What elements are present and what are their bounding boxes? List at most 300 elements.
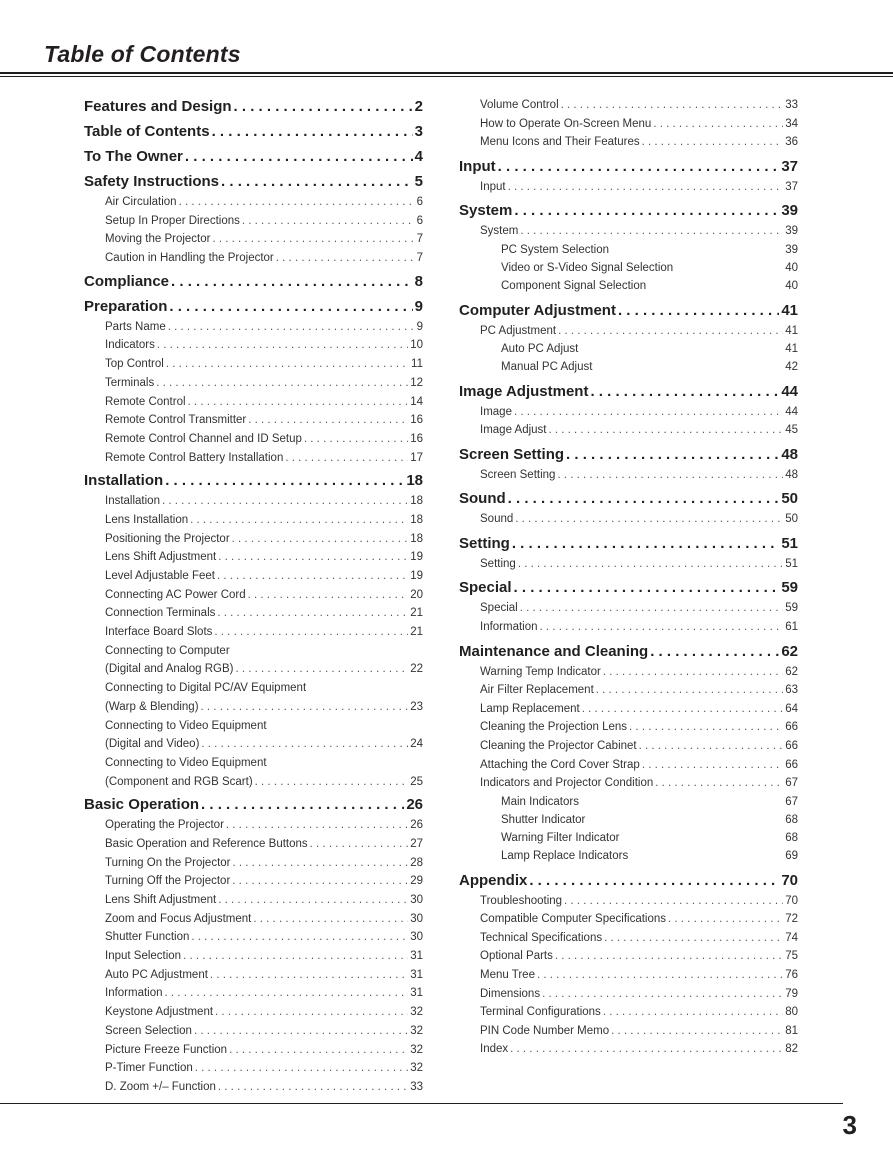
toc-entry-page: 82	[785, 1043, 798, 1056]
toc-entry[interactable]	[459, 811, 798, 829]
toc-entry[interactable]	[84, 835, 423, 854]
toc-entry-title: Technical Specifications	[480, 931, 603, 944]
toc-entry[interactable]	[459, 1003, 798, 1022]
toc-leader-dots	[212, 230, 414, 249]
toc-leader-dots	[210, 966, 408, 985]
toc-entry-title: Compliance	[84, 272, 170, 290]
toc-leader-dots	[218, 891, 408, 910]
toc-entry[interactable]	[459, 700, 798, 719]
toc-entry[interactable]	[84, 947, 423, 966]
toc-entry[interactable]	[459, 277, 798, 295]
toc-entry-page: 7	[416, 252, 423, 265]
toc-entry-title: Basic Operation	[84, 796, 200, 814]
toc-entry-page: 41	[785, 343, 798, 356]
toc-entry-page: 61	[785, 621, 798, 634]
toc-leader-dots	[655, 774, 783, 793]
toc-entry-page: 4	[414, 148, 423, 165]
toc-leader-dots	[650, 641, 779, 663]
toc-leader-dots	[179, 193, 415, 212]
toc-entry[interactable]	[459, 178, 798, 197]
toc-entry-page: 28	[410, 856, 423, 869]
toc-section-entry[interactable]	[84, 794, 423, 816]
toc-section-entry[interactable]	[459, 870, 798, 892]
toc-leader-dots	[514, 403, 783, 422]
toc-entry-title: Index	[480, 1043, 509, 1056]
toc-entry-title: Troubleshooting	[480, 894, 563, 907]
toc-entry[interactable]	[459, 133, 798, 152]
toc-entry-title: Setting	[480, 557, 516, 570]
toc-entry[interactable]	[84, 318, 423, 337]
toc-entry-page: 42	[785, 361, 798, 374]
toc-entry-page: 62	[781, 642, 798, 660]
toc-leader-dots	[642, 133, 784, 152]
toc-entry[interactable]	[84, 984, 423, 1003]
toc-entry[interactable]	[84, 336, 423, 355]
toc-entry[interactable]	[459, 737, 798, 756]
toc-entry[interactable]	[84, 511, 423, 530]
toc-entry[interactable]	[84, 717, 423, 736]
toc-leader-dots	[190, 511, 408, 530]
toc-entry-page: 26	[406, 796, 423, 814]
toc-entry-page: 6	[416, 214, 423, 227]
toc-entry-page: 21	[410, 607, 423, 620]
toc-column-left	[84, 96, 423, 1097]
toc-column-right	[459, 96, 798, 1059]
toc-entry-title: Level Adjustable Feet	[105, 570, 215, 582]
toc-entry[interactable]	[459, 421, 798, 440]
toc-entry-title: Attaching the Cord Cover Strap	[480, 758, 640, 771]
toc-entry-title: (Digital and Video)	[105, 738, 200, 751]
toc-entry-title: Screen Setting	[459, 445, 565, 463]
toc-leader-dots	[558, 322, 783, 341]
toc-entry-page: 32	[410, 1062, 423, 1075]
toc-entry-title: Features and Design	[84, 98, 232, 115]
toc-entry-title: Input Selection	[105, 950, 182, 963]
toc-entry-page: 8	[414, 272, 423, 290]
toc-entry[interactable]	[459, 1040, 798, 1059]
toc-entry-page: 39	[781, 202, 798, 220]
toc-entry[interactable]	[84, 642, 423, 661]
toc-entry-title: System	[480, 225, 519, 238]
toc-entry[interactable]	[459, 793, 798, 811]
toc-section-entry[interactable]	[459, 200, 798, 222]
toc-leader-dots	[611, 1022, 783, 1041]
toc-entry-title: Interface Board Slots	[105, 626, 213, 639]
toc-leader-dots	[188, 393, 409, 412]
toc-leader-dots	[555, 947, 783, 966]
toc-entry-page: 40	[785, 262, 798, 275]
toc-section-entry[interactable]	[459, 533, 798, 555]
toc-entry-page: 48	[785, 468, 798, 481]
toc-entry-page: 44	[785, 405, 798, 418]
toc-entry[interactable]	[84, 754, 423, 773]
toc-leader-dots	[255, 773, 409, 792]
toc-leader-dots	[233, 854, 409, 873]
toc-leader-dots	[217, 604, 408, 623]
toc-entry-title: Volume Control	[480, 99, 559, 111]
toc-leader-dots	[629, 718, 783, 737]
toc-leader-dots	[508, 178, 784, 197]
toc-entry[interactable]	[459, 96, 798, 115]
toc-leader-dots	[542, 985, 783, 1004]
toc-entry-page: 70	[781, 871, 798, 889]
toc-entry[interactable]	[459, 322, 798, 341]
toc-section-entry[interactable]	[459, 641, 798, 663]
toc-entry-title: System	[459, 202, 513, 220]
toc-entry[interactable]	[84, 355, 423, 374]
toc-entry-title: Shutter Indicator	[501, 814, 586, 826]
toc-entry-title: Keystone Adjustment	[105, 1006, 214, 1019]
toc-leader-dots	[540, 618, 784, 637]
toc-leader-dots	[668, 910, 783, 929]
page-number: 3	[842, 1110, 857, 1140]
toc-entry-page: 18	[410, 513, 423, 526]
toc-entry-page: 6	[416, 196, 423, 208]
toc-entry[interactable]	[84, 660, 423, 679]
toc-entry[interactable]	[459, 985, 798, 1004]
toc-entry-page: 70	[785, 894, 798, 907]
toc-entry-title: Information	[105, 987, 163, 1000]
toc-leader-dots	[639, 737, 784, 756]
toc-entry-page: 62	[785, 665, 798, 678]
toc-entry-title: (Component and RGB Scart)	[105, 775, 253, 788]
toc-entry-title: Menu Icons and Their Features	[480, 136, 640, 149]
toc-leader-dots	[512, 533, 779, 555]
toc-entry-title: Auto PC Adjustment	[105, 968, 208, 981]
toc-leader-dots	[248, 411, 408, 430]
toc-entry-page: 32	[410, 1006, 423, 1019]
toc-entry[interactable]	[459, 892, 798, 911]
toc-entry-page: 81	[785, 1024, 798, 1037]
toc-leader-dots	[529, 870, 779, 892]
toc-entry[interactable]	[459, 947, 798, 966]
toc-entry-title: Screen Selection	[105, 1024, 192, 1037]
toc-entry-page: 19	[410, 570, 423, 582]
toc-entry-title: Connecting to Video Equipment	[105, 719, 267, 732]
toc-entry[interactable]	[459, 222, 798, 241]
toc-entry-page: 72	[785, 913, 798, 926]
toc-leader-dots	[234, 96, 413, 118]
toc-entry-page: 48	[781, 445, 798, 463]
toc-entry-page: 36	[785, 136, 798, 149]
toc-section-entry[interactable]	[84, 470, 423, 492]
toc-entry[interactable]	[459, 599, 798, 618]
toc-leader-dots	[185, 146, 413, 168]
toc-leader-dots	[510, 1040, 783, 1059]
toc-entry-page: 63	[785, 684, 798, 697]
toc-leader-dots	[218, 548, 408, 567]
toc-section-entry[interactable]	[459, 300, 798, 322]
toc-entry-title: Table of Contents	[84, 123, 210, 140]
toc-entry[interactable]	[84, 1022, 423, 1041]
toc-leader-dots	[183, 947, 408, 966]
toc-entry[interactable]	[459, 466, 798, 485]
toc-entry-page: 37	[785, 180, 798, 193]
toc-leader-dots	[548, 421, 783, 440]
toc-entry[interactable]	[459, 663, 798, 682]
toc-entry-title: Indicators and Projector Condition	[480, 777, 654, 790]
toc-leader-dots	[561, 96, 784, 115]
toc-entry-page: 19	[410, 551, 423, 564]
toc-entry-title: D. Zoom +/– Function	[105, 1080, 216, 1093]
toc-section-entry[interactable]	[459, 577, 798, 599]
toc-leader-dots	[603, 663, 783, 682]
toc-entry-page: 9	[414, 297, 423, 315]
toc-leader-dots	[169, 296, 412, 318]
toc-entry-page: 37	[781, 157, 798, 175]
toc-entry[interactable]	[459, 403, 798, 422]
toc-entry-page: 39	[785, 243, 798, 256]
toc-entry[interactable]	[84, 586, 423, 605]
toc-leader-dots	[168, 318, 415, 337]
page-title: Table of Contents	[44, 41, 241, 67]
toc-leader-dots	[557, 466, 783, 485]
toc-leader-dots	[229, 1041, 408, 1060]
toc-entry-page: 39	[785, 225, 798, 238]
toc-entry-title: PIN Code Number Memo	[480, 1024, 610, 1037]
toc-entry[interactable]	[459, 1022, 798, 1041]
toc-entry[interactable]	[84, 966, 423, 985]
toc-entry[interactable]	[84, 1059, 423, 1078]
toc-entry-title: Turning On the Projector	[105, 856, 231, 869]
toc-entry-title: Sound	[480, 513, 514, 526]
toc-entry-title: Lamp Replace Indicators	[501, 850, 629, 863]
toc-leader-dots	[156, 374, 408, 393]
toc-entry-title: Input	[459, 157, 496, 175]
toc-entry-title: Lens Installation	[105, 513, 189, 526]
toc-entry-page: 24	[410, 738, 423, 751]
toc-entry-page: 17	[410, 451, 423, 464]
toc-entry-title: Appendix	[459, 871, 528, 889]
toc-entry-title: Lamp Replacement	[480, 702, 580, 715]
toc-entry-page: 7	[416, 233, 423, 246]
toc-entry-page: 32	[410, 1024, 423, 1037]
toc-section-entry[interactable]	[459, 488, 798, 510]
toc-entry-title: Remote Control Transmitter	[105, 414, 247, 427]
toc-entry-title: Compatible Computer Specifications	[480, 913, 667, 926]
toc-entry-page: 9	[416, 320, 423, 333]
toc-entry-title: Air Filter Replacement	[480, 684, 594, 697]
toc-entry-page: 44	[781, 382, 798, 400]
toc-entry[interactable]	[84, 679, 423, 698]
toc-leader-dots	[642, 756, 783, 775]
toc-entry-title: Image	[480, 405, 512, 418]
toc-entry[interactable]	[84, 735, 423, 754]
toc-entry-page: 75	[785, 950, 798, 963]
toc-entry-title: Turning Off the Projector	[105, 875, 231, 888]
toc-entry-title: Setup In Proper Directions	[105, 214, 240, 227]
toc-leader-dots	[520, 222, 783, 241]
toc-leader-dots	[212, 121, 413, 143]
toc-entry[interactable]	[84, 910, 423, 929]
toc-entry-page: 3	[414, 123, 423, 140]
toc-entry[interactable]	[459, 340, 798, 358]
toc-entry[interactable]	[459, 241, 798, 259]
toc-entry[interactable]	[84, 891, 423, 910]
toc-leader-dots	[232, 872, 408, 891]
toc-entry[interactable]	[84, 193, 423, 212]
toc-entry-page: 12	[410, 376, 423, 389]
toc-entry-page: 26	[410, 819, 423, 832]
toc-entry[interactable]	[84, 854, 423, 873]
toc-leader-dots	[276, 249, 415, 268]
toc-section-entry[interactable]	[84, 171, 423, 193]
toc-entry-page: 68	[785, 814, 798, 826]
toc-entry-page: 25	[410, 775, 423, 788]
toc-entry-title: P-Timer Function	[105, 1062, 193, 1075]
toc-entry-page: 74	[785, 931, 798, 944]
toc-section-entry[interactable]	[459, 381, 798, 403]
toc-entry-page: 69	[785, 850, 798, 863]
toc-entry[interactable]	[459, 966, 798, 985]
toc-entry-title: Maintenance and Cleaning	[459, 642, 649, 660]
toc-entry-page: 22	[410, 663, 423, 676]
toc-entry[interactable]	[84, 1078, 423, 1097]
toc-leader-dots	[218, 1078, 408, 1097]
toc-leader-dots	[191, 928, 408, 947]
toc-leader-dots	[194, 1022, 408, 1041]
toc-section-entry[interactable]	[459, 444, 798, 466]
toc-section-entry[interactable]	[84, 121, 423, 143]
toc-entry[interactable]	[459, 929, 798, 948]
toc-entry-title: Safety Instructions	[84, 173, 220, 190]
toc-entry-page: 66	[785, 758, 798, 771]
toc-entry-page: 80	[785, 1006, 798, 1019]
toc-entry[interactable]	[459, 681, 798, 700]
toc-entry-page: 32	[410, 1043, 423, 1056]
toc-entry[interactable]	[84, 530, 423, 549]
toc-entry-title: Setting	[459, 534, 510, 552]
toc-leader-dots	[582, 700, 783, 719]
toc-entry-title: Input	[480, 180, 506, 193]
toc-entry[interactable]	[84, 623, 423, 642]
toc-entry-page: 33	[785, 99, 798, 111]
toc-leader-dots	[590, 381, 779, 403]
toc-entry[interactable]	[84, 430, 423, 449]
toc-entry[interactable]	[459, 847, 798, 865]
toc-entry-title: Auto PC Adjust	[501, 343, 579, 356]
toc-entry-page: 20	[410, 588, 423, 601]
toc-entry-title: Lens Shift Adjustment	[105, 894, 217, 906]
toc-entry-title: PC Adjustment	[480, 324, 557, 337]
toc-entry[interactable]	[459, 618, 798, 637]
toc-leader-dots	[596, 681, 783, 700]
toc-leader-dots	[221, 171, 413, 193]
toc-entry[interactable]	[459, 358, 798, 376]
toc-entry-title: Video or S-Video Signal Selection	[501, 262, 674, 275]
toc-leader-dots	[310, 835, 409, 854]
toc-leader-dots	[514, 577, 780, 599]
toc-entry[interactable]	[84, 411, 423, 430]
toc-entry-title: Positioning the Projector	[105, 532, 230, 545]
toc-leader-dots	[157, 336, 408, 355]
toc-entry[interactable]	[459, 718, 798, 737]
toc-leader-dots	[537, 966, 783, 985]
toc-entry-title: Special	[480, 602, 518, 615]
header-rule	[0, 72, 893, 74]
toc-leader-dots	[165, 470, 404, 492]
toc-leader-dots	[248, 586, 409, 605]
toc-entry-page: 16	[410, 432, 423, 445]
toc-entry[interactable]	[459, 510, 798, 529]
toc-entry-title: (Digital and Analog RGB)	[105, 663, 234, 676]
toc-entry[interactable]	[459, 555, 798, 574]
toc-leader-dots	[162, 492, 408, 511]
toc-entry[interactable]	[84, 816, 423, 835]
toc-entry[interactable]	[84, 492, 423, 511]
toc-entry[interactable]	[459, 259, 798, 277]
toc-entry-title: Lens Shift Adjustment	[105, 551, 217, 564]
toc-entry-title: Zoom and Focus Adjustment	[105, 912, 252, 925]
toc-leader-dots	[603, 1003, 783, 1022]
toc-leader-dots	[566, 444, 779, 466]
toc-section-entry[interactable]	[84, 96, 423, 118]
toc-entry[interactable]	[84, 928, 423, 947]
toc-entry-title: Dimensions	[480, 987, 541, 1000]
toc-entry-page: 18	[406, 472, 423, 490]
toc-entry-title: Connection Terminals	[105, 607, 216, 620]
toc-entry[interactable]	[84, 567, 423, 586]
toc-entry[interactable]	[459, 910, 798, 929]
toc-entry-page: 68	[785, 832, 798, 845]
toc-entry[interactable]	[84, 230, 423, 249]
toc-leader-dots	[214, 623, 408, 642]
toc-entry[interactable]	[84, 249, 423, 268]
toc-leader-dots	[618, 300, 779, 322]
toc-entry[interactable]	[84, 872, 423, 891]
toc-entry[interactable]	[84, 449, 423, 468]
footer-rule	[0, 1103, 843, 1104]
toc-entry-page: 66	[785, 721, 798, 734]
toc-entry-page: 23	[410, 700, 423, 713]
toc-entry[interactable]	[84, 374, 423, 393]
toc-entry-title: How to Operate On-Screen Menu	[480, 117, 652, 130]
toc-entry[interactable]	[459, 115, 798, 134]
toc-entry-title: Sound	[459, 490, 506, 508]
toc-entry-title: Warning Temp Indicator	[480, 665, 601, 678]
toc-entry[interactable]	[84, 548, 423, 567]
toc-entry[interactable]	[84, 1041, 423, 1060]
toc-entry[interactable]	[459, 756, 798, 775]
toc-entry[interactable]	[84, 604, 423, 623]
toc-leader-dots	[171, 271, 413, 293]
toc-entry-page: 64	[785, 702, 798, 715]
toc-section-entry[interactable]	[84, 146, 423, 168]
toc-entry-title: Terminal Configurations	[480, 1006, 601, 1019]
toc-section-entry[interactable]	[84, 296, 423, 318]
toc-entry[interactable]	[459, 829, 798, 847]
toc-entry[interactable]	[459, 774, 798, 793]
toc-leader-dots	[201, 794, 404, 816]
toc-entry[interactable]	[84, 393, 423, 412]
toc-entry-title: Menu Tree	[480, 968, 535, 981]
toc-entry-title: Connecting to Digital PC/AV Equipment	[105, 682, 307, 695]
toc-leader-dots	[653, 115, 783, 134]
toc-entry-page: 27	[410, 837, 423, 850]
toc-entry-page: 30	[410, 931, 423, 944]
toc-entry[interactable]	[84, 773, 423, 792]
toc-entry[interactable]	[84, 212, 423, 231]
toc-leader-dots	[201, 735, 408, 754]
toc-section-entry[interactable]	[459, 156, 798, 178]
toc-entry[interactable]	[84, 698, 423, 717]
toc-entry-title: Special	[459, 579, 512, 597]
toc-entry-title: Image Adjustment	[459, 382, 589, 400]
toc-entry[interactable]	[84, 1003, 423, 1022]
toc-entry-page: 59	[785, 602, 798, 615]
toc-section-entry[interactable]	[84, 271, 423, 293]
toc-entry-title: Connecting AC Power Cord	[105, 588, 246, 601]
